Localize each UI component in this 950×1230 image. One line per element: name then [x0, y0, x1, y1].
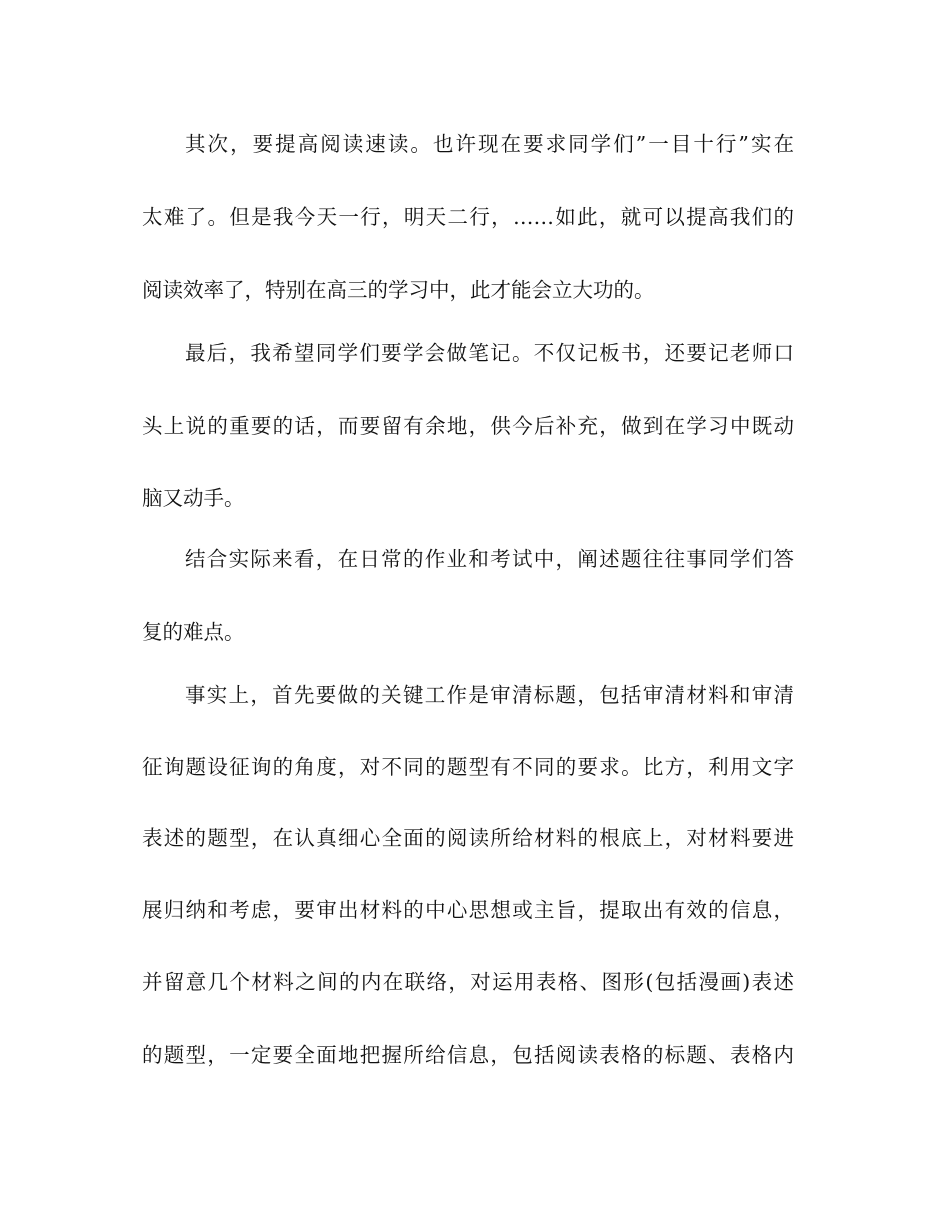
text-line: 脑又动手。 — [142, 486, 245, 510]
text-line: 结合实际来看，在日常的作业和考试中，阐述题往往事同学们答 — [185, 547, 794, 571]
text-line: 头上说的重要的话，而要留有余地，供今后补充，做到在学习中既动 — [142, 414, 794, 438]
text-line: 最后，我希望同学们要学会做笔记。不仅记板书，还要记老师口 — [185, 341, 794, 365]
text-line: 表述的题型，在认真细心全面的阅读所给材料的根底上，对材料要进 — [142, 826, 794, 850]
text-line: 复的难点。 — [142, 620, 245, 644]
text-line: 太难了。但是我今天一行，明天二行，……如此，就可以提高我们的 — [142, 205, 794, 229]
text-line: 并留意几个材料之间的内在联络，对运用表格、图形(包括漫画)表述 — [142, 970, 794, 994]
text-line: 展归纳和考虑，要审出材料的中心思想或主旨，提取出有效的信息， — [142, 898, 794, 922]
text-line: 事实上，首先要做的关键工作是审清标题，包括审清材料和审清 — [185, 683, 794, 707]
text-line: 其次，要提高阅读速读。也许现在要求同学们”一目十行”实在 — [185, 132, 794, 156]
text-line: 的题型，一定要全面地把握所给信息，包括阅读表格的标题、表格内 — [142, 1043, 794, 1067]
text-line: 阅读效率了，特别在高三的学习中，此才能会立大功的。 — [142, 278, 655, 302]
text-line: 征询题设征询的角度，对不同的题型有不同的要求。比方，利用文字 — [142, 755, 794, 779]
